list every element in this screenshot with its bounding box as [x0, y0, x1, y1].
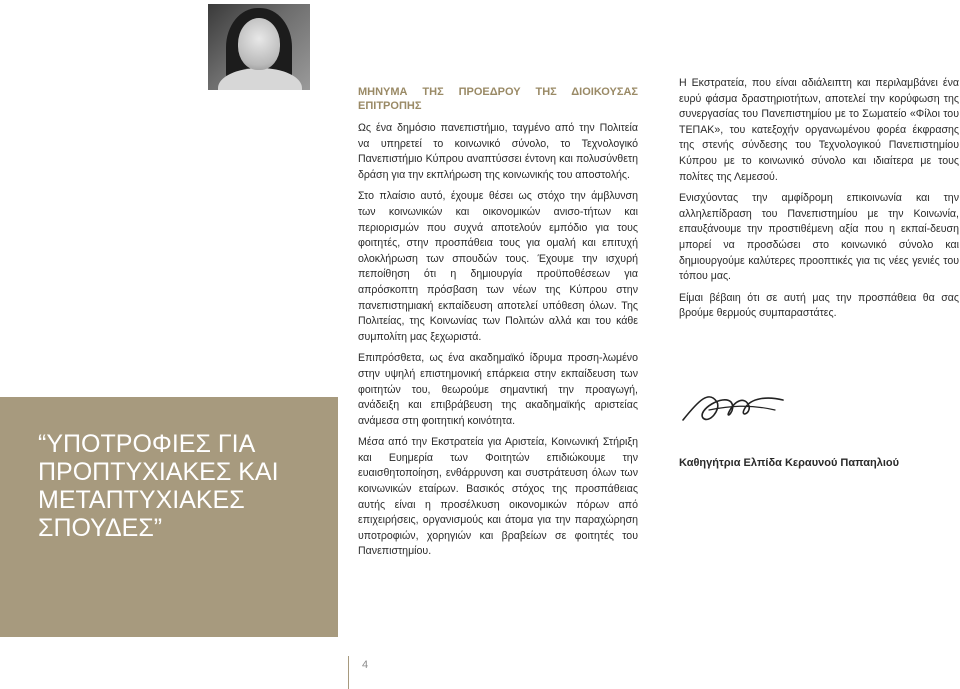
president-portrait	[208, 4, 310, 90]
message-heading: ΜΗΝΥΜΑ ΤΗΣ ΠΡΟΕΔΡΟΥ ΤΗΣ ΔΙΟΙΚΟΥΣΑΣ ΕΠΙΤΡΟΠΗΣ	[358, 86, 638, 112]
band-title: “ΥΠΟΤΡΟΦΙΕΣ ΓΙΑ ΠΡΟΠΤΥΧΙΑΚΕΣ ΚΑΙ ΜΕΤΑΠΤΥΧΙΑΚΕΣ ΣΠΟΥΔΕΣ”	[38, 430, 279, 542]
page-divider	[348, 656, 349, 689]
left-column	[358, 85, 638, 566]
left-paragraph-1: Ως ένα δημόσιο πανεπιστήμιο, ταγμένο από την Πολιτεία να υπηρετεί το κοινωνικό σύνολο, το Τεχνολογικό Πανεπιστήμιο Κύπρου αναπτύσσει έντονη και πολυσύνθετη δράση για την εκπλήρωση της κοινωνικής του αποστολής.	[358, 122, 638, 181]
right-column	[679, 76, 959, 328]
signer-name: Καθηγήτρια Ελπίδα Κεραυνού Παπαηλιού	[679, 457, 899, 469]
left-paragraph-2: Στο πλαίσιο αυτό, έχουμε θέσει ως στόχο την άμβλυνση των κοινωνικών και οικονομικών ανισο-τήτων και περιορισμών που συχνά αποτελούν εμπόδιο για τους φοιτητές, στην προσπάθεια τους για ομαλή και επιτυχή ολοκλήρωση των σπουδών τους. Έχουμε την ισχυρή πεποίθηση ότι η δημιουργία προϋποθέσεων για απρόσκοπτη πρόσβαση των νέων της Κύπρου στην πανεπιστημιακή εκπαίδευση αποτελεί υπόθεση όλων. Της Πολιτείας, της Κοινωνίας των Πολιτών αλλά και του κάθε συμπολίτη μας ξεχωριστά.	[358, 190, 638, 343]
portrait-face	[238, 18, 280, 70]
page-number: 4	[362, 659, 369, 671]
signature	[679, 380, 789, 440]
left-paragraph-3: Επιπρόσθετα, ως ένα ακαδημαϊκό ίδρυμα προση-λωμένο στην υψηλή επιστημονική επάρκεια στην εκπαίδευση των φοιτητών του, θεωρούμε σημαντική την προαγωγή, ανάδειξη και επιβράβευση της ακαδημαϊκής αριστείας ανάμεσα στη φοιτητική κοινότητα.	[358, 352, 638, 427]
left-paragraph-4: Μέσα από την Εκστρατεία για Αριστεία, Κοινωνική Στήριξη και Ευημερία των Φοιτητών επιδιώκουμε την ευαισθητοποίηση, ενθάρρυνση και συστράτευση όλων των κοινωνικών εταίρων. Βασικός στόχος της προσπάθειας αυτής είναι η προσέλκυση οικονομικών πόρων από επιχειρήσεις, οργανισμούς και άτομα για την παραχώρηση υποτροφιών, χορηγιών και βραβείων σε φοιτητές του Πανεπιστημίου.	[358, 436, 638, 558]
right-paragraph-3: Είμαι βέβαιη ότι σε αυτή μας την προσπάθεια θα σας βρούμε θερμούς συμπαραστάτες.	[679, 291, 959, 320]
right-paragraph-1: Η Εκστρατεία, που είναι αδιάλειπτη και περιλαμβάνει ένα ευρύ φάσμα δραστηριοτήτων, αποτελεί την κορύφωση της συνεργασίας του Πανεπιστημίου με το Σωματείο «Φίλοι του ΤΕΠΑΚ», του κατεξοχήν οργανωμένου φορέα έκφρασης της στενής σύνδεσης του Τεχνολογικού Πανεπιστημίου Κύπρου με το κοινωνικό σύνολο και ιδιαίτερα με τους πολίτες της Λεμεσού.	[679, 77, 959, 183]
right-paragraph-2: Ενισχύοντας την αμφίδρομη επικοινωνία και την αλληλεπίδραση του Πανεπιστημίου με την Κοινωνία, επαυξάνουμε την προστιθέμενη αξία που η εκπαί-δευση μπορεί να προσδώσει στο κοινωνικό σύνολο και δημιουργούμε καλύτερες προοπτικές για τις νέες γενιές του τόπου μας.	[679, 192, 959, 283]
